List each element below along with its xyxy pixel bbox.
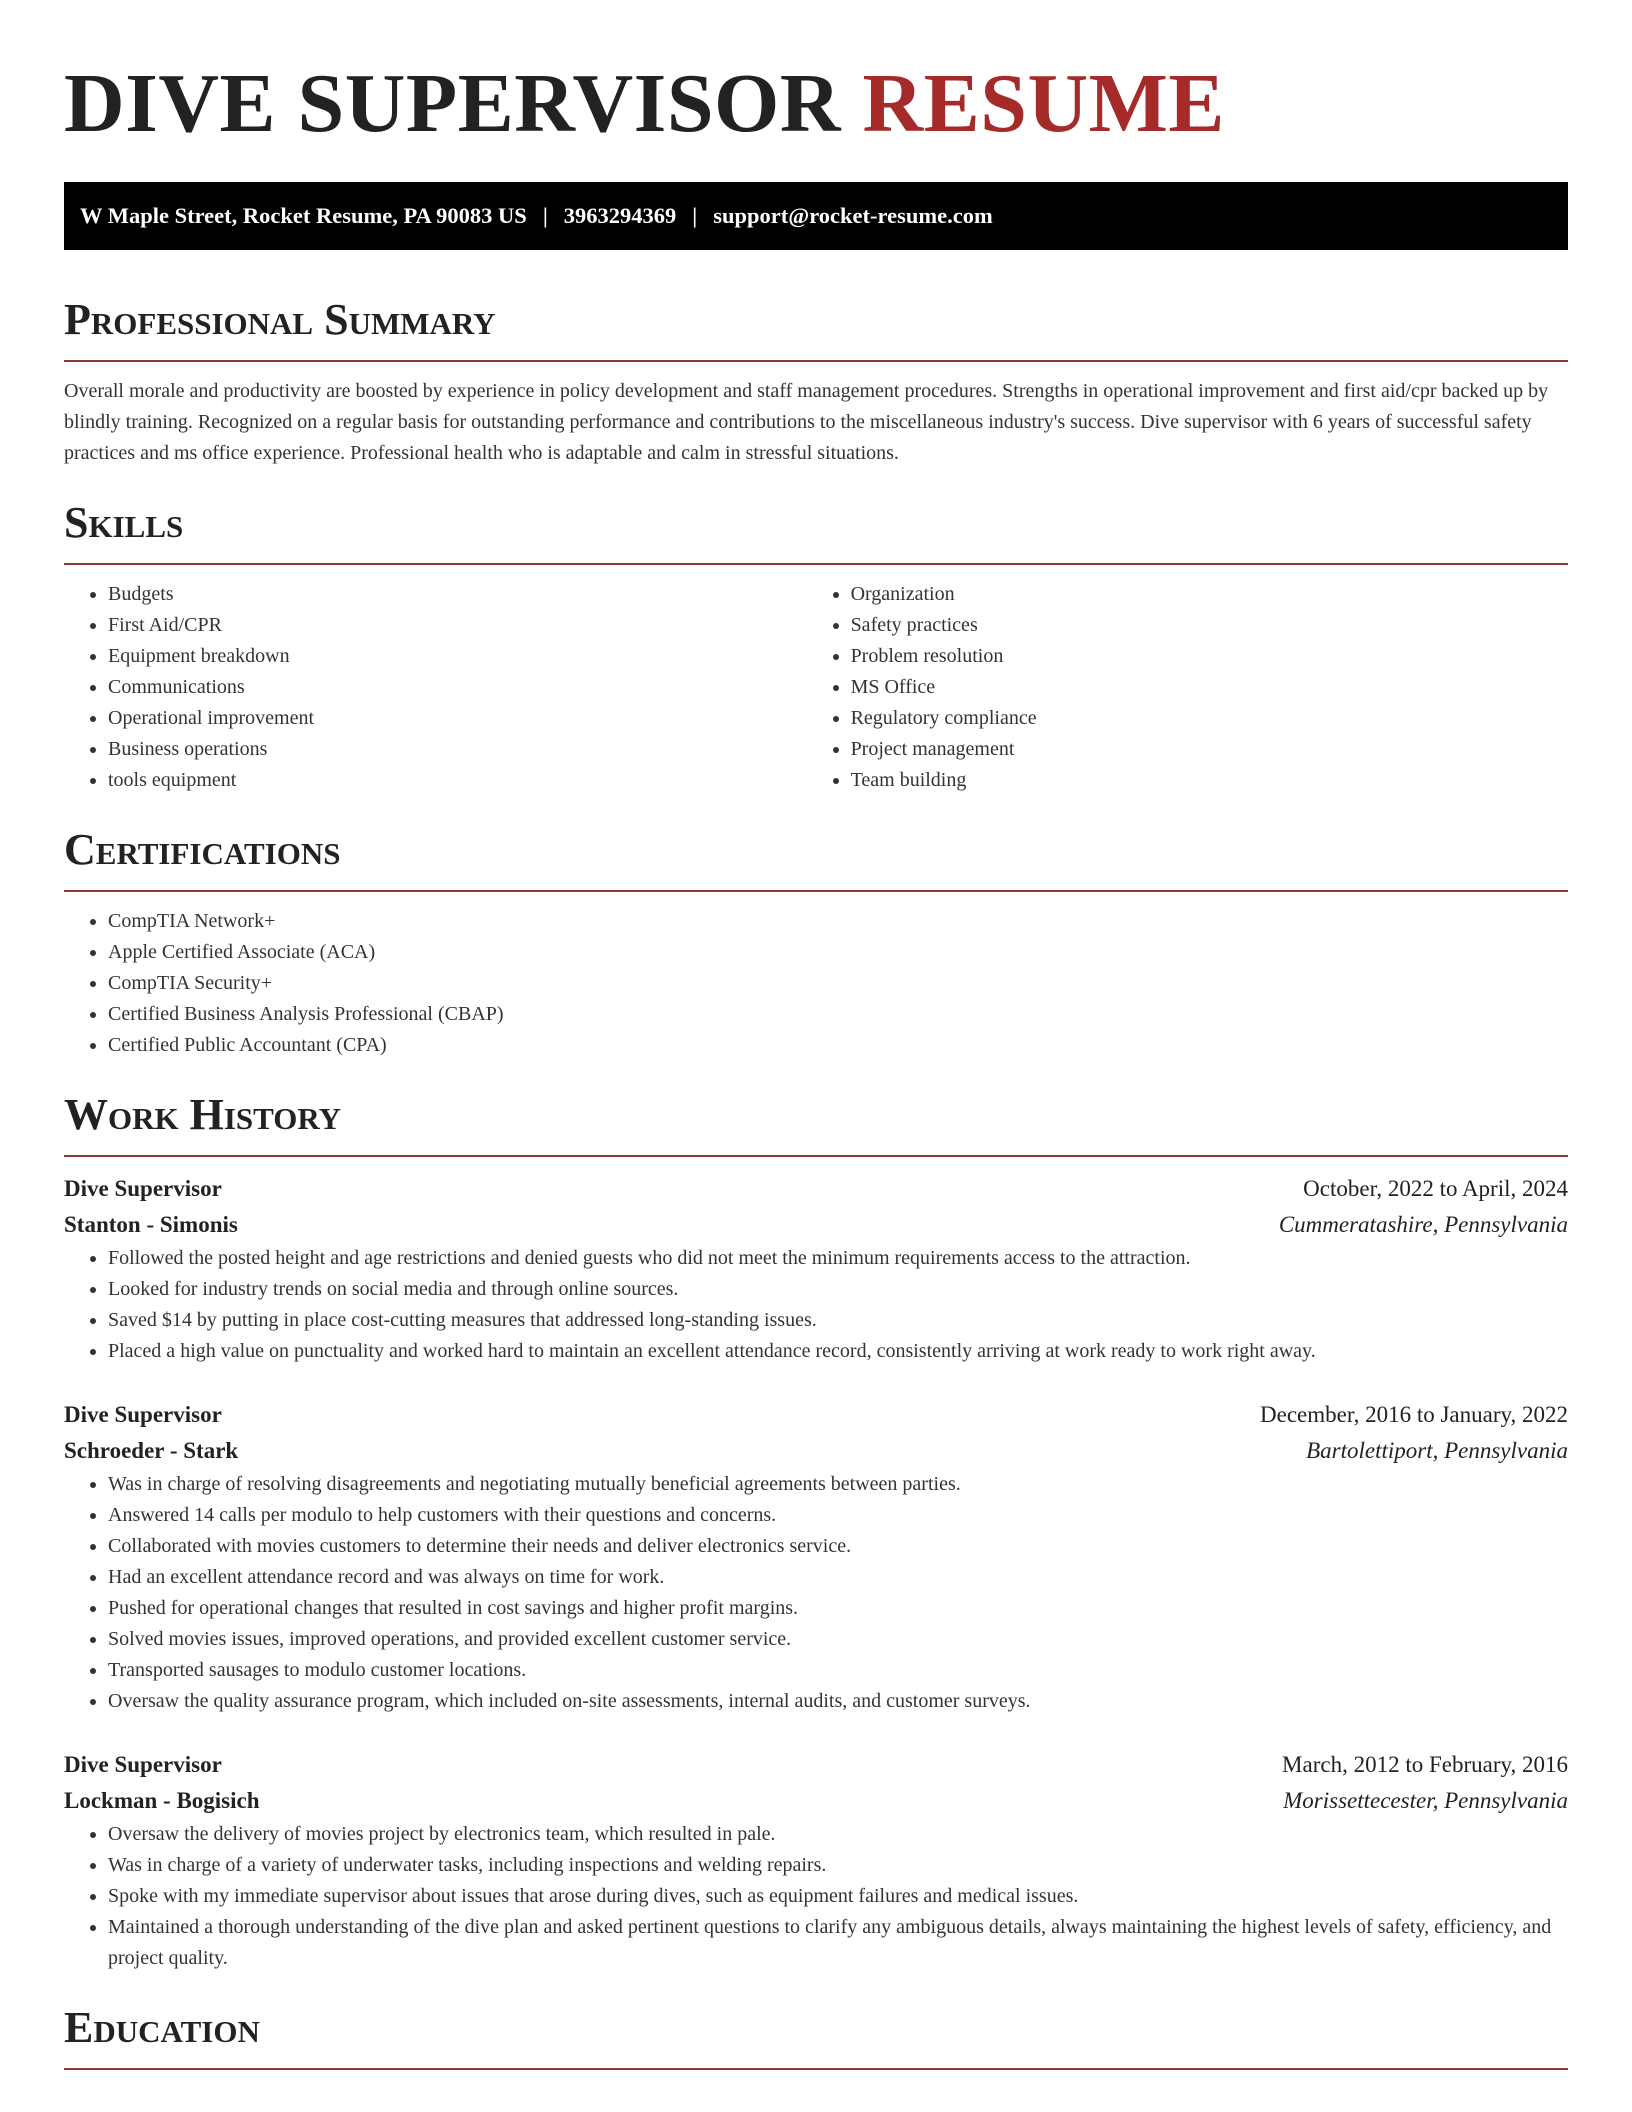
job-dates: December, 2016 to January, 2022 [1260,1402,1568,1427]
certification-item: • CompTIA Security+ [108,968,1568,999]
job-duty: • Followed the posted height and age restrictions and denied guests who did not meet the minimum requirements access to the attraction. [108,1243,1568,1274]
job-header-row [64,1397,1568,1433]
job-duty: • Looked for industry trends on social media and through online sources. [108,1274,1568,1305]
job-title: Dive Supervisor [64,1176,222,1201]
job-duty: • Oversaw the quality assurance program, which included on-site assessments, internal audits, and customer surveys. [108,1686,1568,1717]
skills-list-right [807,579,1568,796]
section-divider [64,890,1568,892]
skills-list-left [64,579,807,796]
education-heading: Education [64,2003,260,2052]
job-company-row [64,1207,1568,1243]
education-section [64,2000,1568,2070]
job-duty: • Pushed for operational changes that resulted in cost savings and higher profit margins. [108,1593,1568,1624]
section-divider [64,1155,1568,1157]
job-location: Cummeratashire, Pennsylvania [1278,1212,1568,1237]
certifications-section [64,822,1568,1061]
skill-item: • Regulatory compliance [851,703,1568,734]
job-duties-list [64,1469,1568,1717]
certification-item: • Certified Business Analysis Professional (CBAP) [108,999,1568,1030]
job-duty: • Solved movies issues, improved operations, and provided excellent customer service. [108,1624,1568,1655]
job-company: Stanton - Simonis [64,1212,238,1237]
job-duty: • Was in charge of a variety of underwater tasks, including inspections and welding repairs. [108,1850,1568,1881]
skill-item: • Safety practices [851,610,1568,641]
skill-item: • Operational improvement [108,703,807,734]
job-header-row [64,1747,1568,1783]
contact-address: W Maple Street, Rocket Resume, PA 90083 US [80,203,527,228]
job-duty: • Placed a high value on punctuality and worked hard to maintain an excellent attendance record, consistently arriving at work ready to work right away. [108,1336,1568,1367]
job-duty: • Was in charge of resolving disagreements and negotiating mutually beneficial agreements between parties. [108,1469,1568,1500]
job-location: Bartolettiport, Pennsylvania [1306,1438,1568,1463]
certification-item: • CompTIA Network+ [108,906,1568,937]
skills-section [64,495,1568,796]
job-duty: • Had an excellent attendance record and was always on time for work. [108,1562,1568,1593]
work-history-section [64,1087,1568,1974]
skill-item: • Project management [851,734,1568,765]
skills-grid [64,579,1568,796]
job-company: Lockman - Bogisich [64,1788,260,1813]
job-duty: • Spoke with my immediate supervisor about issues that arose during dives, such as equipment failures and medical issues. [108,1881,1568,1912]
skill-item: • Organization [851,579,1568,610]
certification-item: • Certified Public Accountant (CPA) [108,1030,1568,1061]
contact-separator: | [692,203,698,228]
job-duty: • Oversaw the delivery of movies project by electronics team, which resulted in pale. [108,1819,1568,1850]
job-entry [64,1747,1568,1974]
job-entry [64,1171,1568,1367]
job-entry [64,1397,1568,1717]
summary-text: Overall morale and productivity are boosted by experience in policy development and staff management procedures. Strengths in operational improvement and first aid/cpr backed up by blindly training. Recognized on a regular basis for outstanding performance and contributions to the miscellaneous industry's success. Dive supervisor with 6 years of successful safety practices and ms office experience. Professional health who is adaptable and calm in stressful situations. [64,380,1549,464]
skill-item: • Team building [851,765,1568,796]
contact-email: support@rocket-resume.com [713,203,993,228]
skill-item: • Business operations [108,734,807,765]
job-duty: • Collaborated with movies customers to determine their needs and deliver electronics service. [108,1531,1568,1562]
job-location: Morissettecester, Pennsylvania [1283,1788,1568,1813]
skill-item: • Communications [108,672,807,703]
skill-item: • First Aid/CPR [108,610,807,641]
section-divider [64,563,1568,565]
job-duties-list [64,1819,1568,1974]
job-dates: March, 2012 to February, 2016 [1282,1752,1568,1777]
certification-item: • Apple Certified Associate (ACA) [108,937,1568,968]
job-company-row [64,1433,1568,1469]
skills-heading: Skills [64,498,184,547]
job-dates: October, 2022 to April, 2024 [1303,1176,1568,1201]
job-company-row [64,1783,1568,1819]
certifications-list [64,906,1568,1061]
title-main: DIVE SUPERVISOR [64,57,842,150]
summary-section [64,292,1568,469]
contact-bar [64,182,1568,250]
skill-item: • MS Office [851,672,1568,703]
skill-item: • Problem resolution [851,641,1568,672]
job-header-row [64,1171,1568,1207]
contact-phone: 3963294369 [563,203,677,228]
job-company: Schroeder - Stark [64,1438,239,1463]
resume-title [64,0,1568,154]
certifications-heading: Certifications [64,825,341,874]
summary-heading: Professional Summary [64,295,496,344]
job-duties-list [64,1243,1568,1367]
job-duty: • Maintained a thorough understanding of the dive plan and asked pertinent questions to clarify any ambiguous details, always maintaining the highest levels of safety, efficiency, and project quality. [108,1912,1568,1974]
contact-separator: | [542,203,548,228]
job-duty: • Answered 14 calls per modulo to help customers with their questions and concerns. [108,1500,1568,1531]
skill-item: • tools equipment [108,765,807,796]
job-duty: • Saved $14 by putting in place cost-cutting measures that addressed long-standing issues. [108,1305,1568,1336]
job-duty: • Transported sausages to modulo customer locations. [108,1655,1568,1686]
skill-item: • Budgets [108,579,807,610]
section-divider [64,2068,1568,2070]
job-title: Dive Supervisor [64,1752,222,1777]
job-title: Dive Supervisor [64,1402,222,1427]
work-history-heading: Work History [64,1090,342,1139]
skill-item: • Equipment breakdown [108,641,807,672]
section-divider [64,360,1568,362]
title-accent: RESUME [862,57,1225,150]
